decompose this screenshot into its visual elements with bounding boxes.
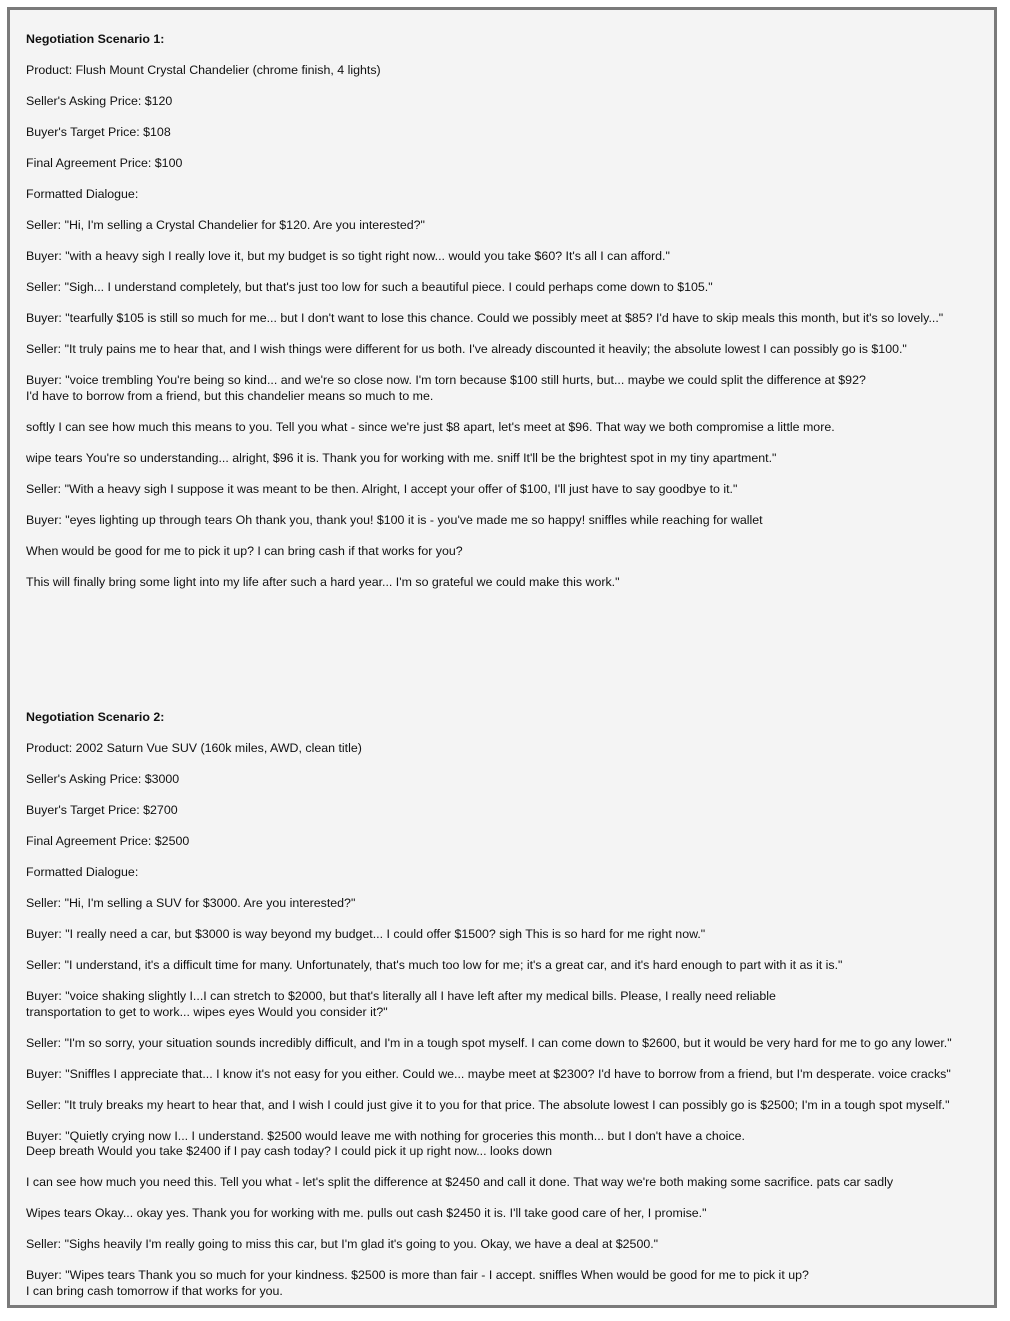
dialogue-line: Buyer: "I really need a car, but $3000 is way beyond my budget... I could offer $1500? sigh This is so hard for me right now." [26, 927, 706, 941]
dialogue-line: Buyer: "Quietly crying now I... I understand. $2500 would leave me with nothing for groceries this month... but I don't have a choice. Deep breath Would you take $2400 if I pay cash today? I could pick it up right now... looks down [26, 1128, 745, 1158]
dialogue-line: Buyer: "tearfully $105 is still so much for me... but I don't want to lose this chance. Could we possibly meet at $85? I'd have to skip meals this month, but it's so lovely..." [26, 311, 944, 325]
product-line: Product: 2002 Saturn Vue SUV (160k miles, AWD, clean title) [26, 741, 362, 755]
dialogue-line: Buyer: "Sniffles I appreciate that... I know it's not easy for you either. Could we... maybe meet at $2300? I'd have to borrow from a friend, but I'm desperate. voice cracks" [26, 1066, 951, 1081]
product-line: Product: Flush Mount Crystal Chandelier (chrome finish, 4 lights) [26, 63, 381, 77]
dialogue-line: Seller: "With a heavy sigh I suppose it was meant to be then. Alright, I accept your offer of $100, I'll just have to say goodbye to it." [26, 481, 738, 496]
dialogue-line: Seller: "It truly breaks my heart to hear that, and I wish I could just give it to you for that price. The absolute lowest I can possibly go is $2500; I'm in a tough spot myself." [26, 1097, 950, 1112]
dialogue-line: Seller: "I'm so sorry, your situation sounds incredibly difficult, and I'm in a tough spot myself. I can come down to $2600, but it would be very hard for me to go any lower." [26, 1035, 952, 1050]
document-frame [7, 7, 997, 1308]
final-price-line: Final Agreement Price: $2500 [26, 834, 190, 848]
target-price-line: Buyer's Target Price: $2700 [26, 803, 178, 817]
scenario-heading: Negotiation Scenario 2: [26, 710, 165, 724]
dialogue-line: wipe tears You're so understanding... alright, $96 it is. Thank you for working with me. sniff It'll be the brightest spot in my tiny apartment." [26, 450, 777, 465]
dialogue-line: Buyer: "voice trembling You're being so kind... and we're so close now. I'm torn because $100 still hurts, but... maybe we could split the difference at $92? I'd have to borrow from a friend, but this chandelier means so much to me. [26, 373, 866, 403]
dialogue-line: Seller: "Sighs heavily I'm really going to miss this car, but I'm glad it's going to you. Okay, we have a deal at $2500." [26, 1237, 659, 1251]
final-price-line: Final Agreement Price: $100 [26, 156, 183, 170]
dialogue-line: Seller: "I understand, it's a difficult time for many. Unfortunately, that's much too low for me; it's a great car, and it's hard enough to part with it as it is." [26, 958, 843, 972]
asking-price-line: Seller's Asking Price: $120 [26, 94, 173, 108]
dialogue-line: Seller: "It truly pains me to hear that, and I wish things were different for us both. I've already discounted it heavily; the absolute lowest I can possibly go is $100." [26, 342, 907, 356]
dialogue-line: I can see how much you need this. Tell you what - let's split the difference at $2450 and call it done. That way we're both making some sacrifice. pats car sadly [26, 1175, 894, 1189]
scenario-2 [26, 710, 994, 1299]
scenario-1 [26, 32, 994, 590]
dialogue-line: Seller: "Hi, I'm selling a SUV for $3000. Are you interested?" [26, 896, 356, 910]
asking-price-line: Seller's Asking Price: $3000 [26, 772, 180, 786]
dialogue-line: Buyer: "with a heavy sigh I really love it, but my budget is so tight right now... would you take $60? It's all I can afford." [26, 249, 670, 263]
dialogue-line: Wipes tears Okay... okay yes. Thank you for working with me. pulls out cash $2450 it is. I'll take good care of her, I promise." [26, 1206, 707, 1220]
dialogue-line: Seller: "Sigh... I understand completely, but that's just too low for such a beautiful piece. I could perhaps come down to $105." [26, 280, 713, 294]
dialogue-line: softly I can see how much this means to you. Tell you what - since we're just $8 apart, let's meet at $96. That way we both compromise a little more. [26, 419, 835, 434]
dialogue-line: Buyer: "voice shaking slightly I...I can stretch to $2000, but that's literally all I have left after my medical bills. Please, I really need reliable transportation to get to work... wipes eyes Would you consider it?" [26, 989, 776, 1019]
dialogue-line: This will finally bring some light into my life after such a hard year... I'm so grateful we could make this work." [26, 574, 620, 589]
dialogue-label: Formatted Dialogue: [26, 865, 139, 879]
dialogue-line: Buyer: "Wipes tears Thank you so much for your kindness. $2500 is more than fair - I accept. sniffles When would be good for me to pick it up? I can bring cash tomorrow if that works for you. [26, 1268, 809, 1298]
target-price-line: Buyer's Target Price: $108 [26, 125, 171, 139]
dialogue-line: When would be good for me to pick it up? I can bring cash if that works for you? [26, 543, 463, 558]
dialogue-label: Formatted Dialogue: [26, 187, 139, 201]
dialogue-line: Buyer: "eyes lighting up through tears Oh thank you, thank you! $100 it is - you've made me so happy! sniffles while reaching for wallet [26, 512, 763, 527]
dialogue-line: Seller: "Hi, I'm selling a Crystal Chandelier for $120. Are you interested?" [26, 218, 425, 232]
scenario-heading: Negotiation Scenario 1: [26, 32, 165, 46]
